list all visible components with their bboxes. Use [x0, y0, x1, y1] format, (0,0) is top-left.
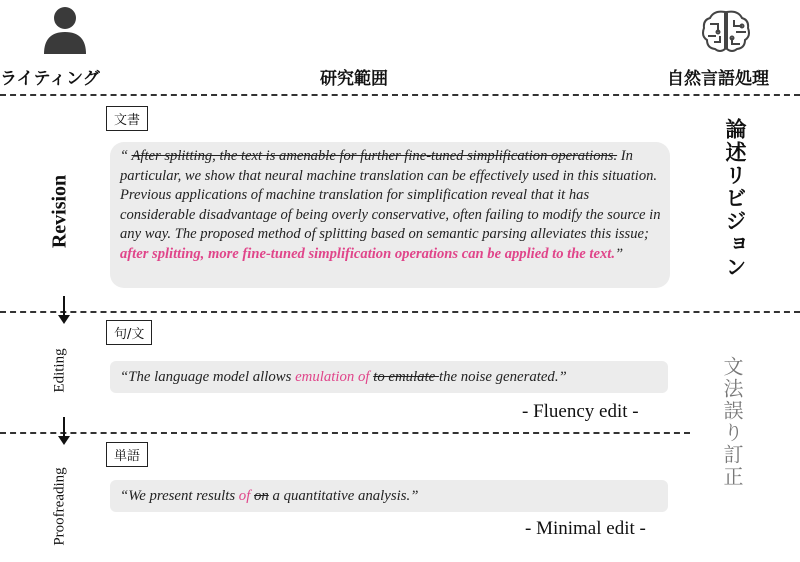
revision-text-box	[110, 142, 670, 288]
proofreading-text-box	[110, 480, 668, 512]
header-left-label: ライティング	[0, 69, 100, 89]
editing-after-text: the noise generated.”	[438, 369, 567, 385]
separator-revision-editing	[0, 311, 800, 313]
brain-icon	[700, 8, 752, 54]
fluency-edit-caption: - Fluency edit -	[522, 401, 639, 422]
minimal-edit-caption: - Minimal edit -	[525, 518, 646, 539]
revision-close-quote: ”	[614, 245, 624, 262]
proofreading-before-text: “We present results	[120, 488, 239, 504]
person-icon	[40, 4, 90, 54]
proofreading-deleted-text: on	[254, 488, 269, 504]
proofreading-tag: 単語	[106, 442, 148, 467]
revision-open-quote: “	[120, 148, 132, 164]
proofreading-side-label: Proofreading	[51, 467, 68, 546]
revision-tag: 文書	[106, 106, 148, 131]
editing-tag: 句/文	[106, 320, 152, 345]
proofreading-inserted-text: of	[238, 488, 251, 504]
arrow-down-icon	[63, 296, 65, 316]
separator-editing-proofreading	[0, 432, 690, 434]
revision-right-label: 論述リビジョン	[723, 118, 747, 279]
proofreading-right-label: 文法誤り訂正	[720, 356, 744, 488]
editing-deleted-text: to emulate	[373, 369, 439, 385]
revision-inserted-text: after splitting, more fine-tuned simplification operations can be applied to the text.	[120, 245, 615, 262]
revision-body-text: In particular, we show that neural machine translation can be effectively used in this situation. Previous applications of machine translation for simplification reveal that it has considerable disadvantage of being overly conservative, often failing to modify the source in any way. The proposed method of splitting based on semantic parsing alleviates this issue;	[120, 148, 661, 243]
separator-header	[0, 94, 800, 96]
revision-side-label: Revision	[48, 174, 71, 249]
header-center-label: 研究範囲	[320, 69, 388, 89]
editing-text-box	[110, 361, 668, 393]
revision-deleted-text: After splitting, the text is amenable for further fine-tuned simplification operations.	[131, 148, 618, 164]
editing-side-label: Editing	[51, 348, 68, 393]
editing-before-text: “The language model allows	[120, 369, 296, 385]
proofreading-after-text: a quantitative analysis.”	[268, 488, 419, 504]
header-right-label: 自然言語処理	[667, 69, 769, 89]
editing-inserted-text: emulation of	[295, 369, 370, 385]
arrow-down-icon	[63, 417, 65, 437]
